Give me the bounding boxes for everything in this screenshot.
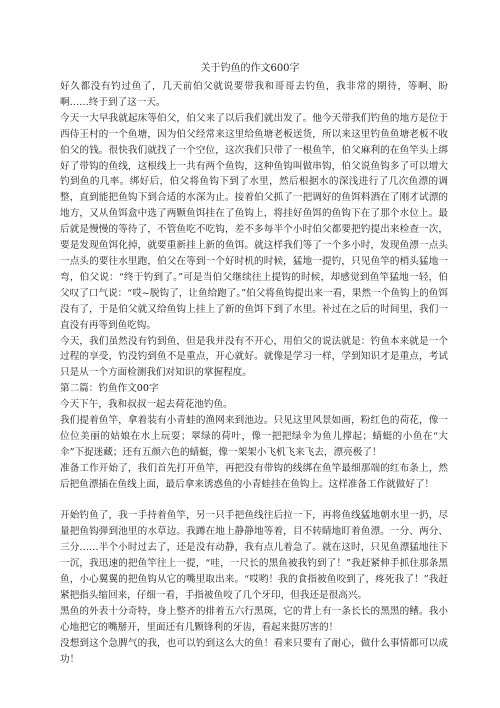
paragraph: 今天，我们虽然没有钓到鱼，但是我并没有不开心，用伯父的说法就是：钓鱼本来就是一个过程的享受，钓没钓到鱼不是重点，开心就好。就像是学习一样，学到知识才是重点，考试只是从一个方面检测我们对知识的掌握程度。 xyxy=(60,335,448,379)
paragraph: 今天一大早我就起床等伯父，伯父来了以后我们就出发了。他今天带我们钓鱼的地方是位于西侍王村的一个鱼塘，因为伯父经常来这里给鱼塘老板送货，所以来这里钓鱼鱼塘老板不收伯父的钱。很快我们就找了一个空位，这次我们只带了一根鱼竿，伯父麻利的在鱼竿头上绑好了带钩的鱼线，这根线上一共有两个鱼钩，这种鱼钩叫做串钩，伯父说鱼钩多了可以增大钓到鱼的几率。绑好后，伯父将鱼钩下到了水里，然后根据水的深浅进行了几次鱼漂的调整，直到能把鱼钩下到合适的水深为止。接着伯父抓了一把调好的鱼饵料洒在了刚才试漂的地方，又从鱼饵盒中选了两颗鱼饵挂在了鱼钩上，将挂好鱼饵的鱼钩下在了那个水位上。最后就是慢慢的等待了，不管鱼吃不吃钩，差不多每半个小时伯父都要把钓提出来检查一次，要是发现鱼饵化掉，就要重新挂上新的鱼饵。就这样我们等了一个多小时，发现鱼漂一点头一点头的要往水里跑，伯父在等到一个好时机的时候，猛地一提钓，只见鱼竿的梢头猛地一弯，伯父说：“终于钓到了。”可是当伯父继续往上提钩的时候，却感觉到鱼竿猛地一轻，伯父叹了口气说：“哎~脱钩了，让鱼给跑了。”伯父将鱼钩提出来一看，果然一个鱼钩上的鱼饵没有了，于是伯父就又给鱼钩上挂上了新的鱼饵下到了水里。补过在之后的时间里，我们一直没有再等到鱼吃钩。 xyxy=(60,112,448,331)
document-body xyxy=(60,79,448,668)
paragraph: 准备工作开始了，我们首先打开鱼竿，再把没有带钩的线绑在鱼竿最细那端的红布条上，然后把鱼漂插在鱼线上面，最后拿来诱惑鱼的小青蛙挂在鱼钩上。这样准备工作就做好了！ xyxy=(60,462,448,490)
section-heading: 第二篇：钓鱼作文00字 xyxy=(60,383,159,395)
paragraph-gap xyxy=(60,493,448,509)
paragraph: 今天下午，我和叔叔一起去荷花池钓鱼。 xyxy=(60,399,233,411)
paragraph: 我们提着鱼竿，拿着装有小青蛙的渔网来到池边。只见这里风景如画，粉红色的荷花，像一位位美丽的姑娘在水上玩耍；翠绿的荷叶，像一把把绿伞为鱼儿撑起；蜻蜓的小鱼在“大伞”下捉迷藏；还有五颜六色的蜻蜓，像一架架小飞机飞来飞去，漂亮极了！ xyxy=(60,415,448,458)
document-title: 关于钓鱼的作文600字 xyxy=(200,63,300,74)
paragraph: 好久都没有钓过鱼了，几天前伯父就说要带我和哥哥去钓鱼，我非常的期待，等啊、盼啊……终于到了这一天。 xyxy=(60,81,448,108)
paragraph: 开始钓鱼了，我一手持着鱼竿，另一只手把鱼线往后拉一下，再将鱼线猛地朝水里一扔，尽量把鱼钩弹到池里的水草边。我蹲在地上静静地等着，目不转睛地盯着鱼漂。一分、两分、三分……半个小时过去了，还是没有动静，我有点儿着急了。就在这时，只见鱼漂猛地往下一沉，我迅速的把鱼竿往上一提，“哇，一尺长的黑鱼被我钓到了！”我赶紧伸手抓住那条黑鱼，小心翼翼的把鱼钩从它的嘴里取出来。“哎哟！我的食指被鱼咬到了，疼死我了！”我赶紧把指头缩回来，仔细一看，手指被鱼咬了几个牙印，但我还是很高兴。 xyxy=(60,510,448,601)
paragraph: 黑鱼的外表十分奇特，身上整齐的排着五六行黑斑，它的背上有一条长长的黑黑的鳍。我小心地把它的嘴掰开，里面还有几颗锋利的牙齿，看起来挺厉害的！ xyxy=(60,605,448,633)
paragraph: 没想到这个急脾气的我，也可以钓到这么大的鱼！看来只要有了耐心，做什么事情都可以成功！ xyxy=(60,637,448,665)
